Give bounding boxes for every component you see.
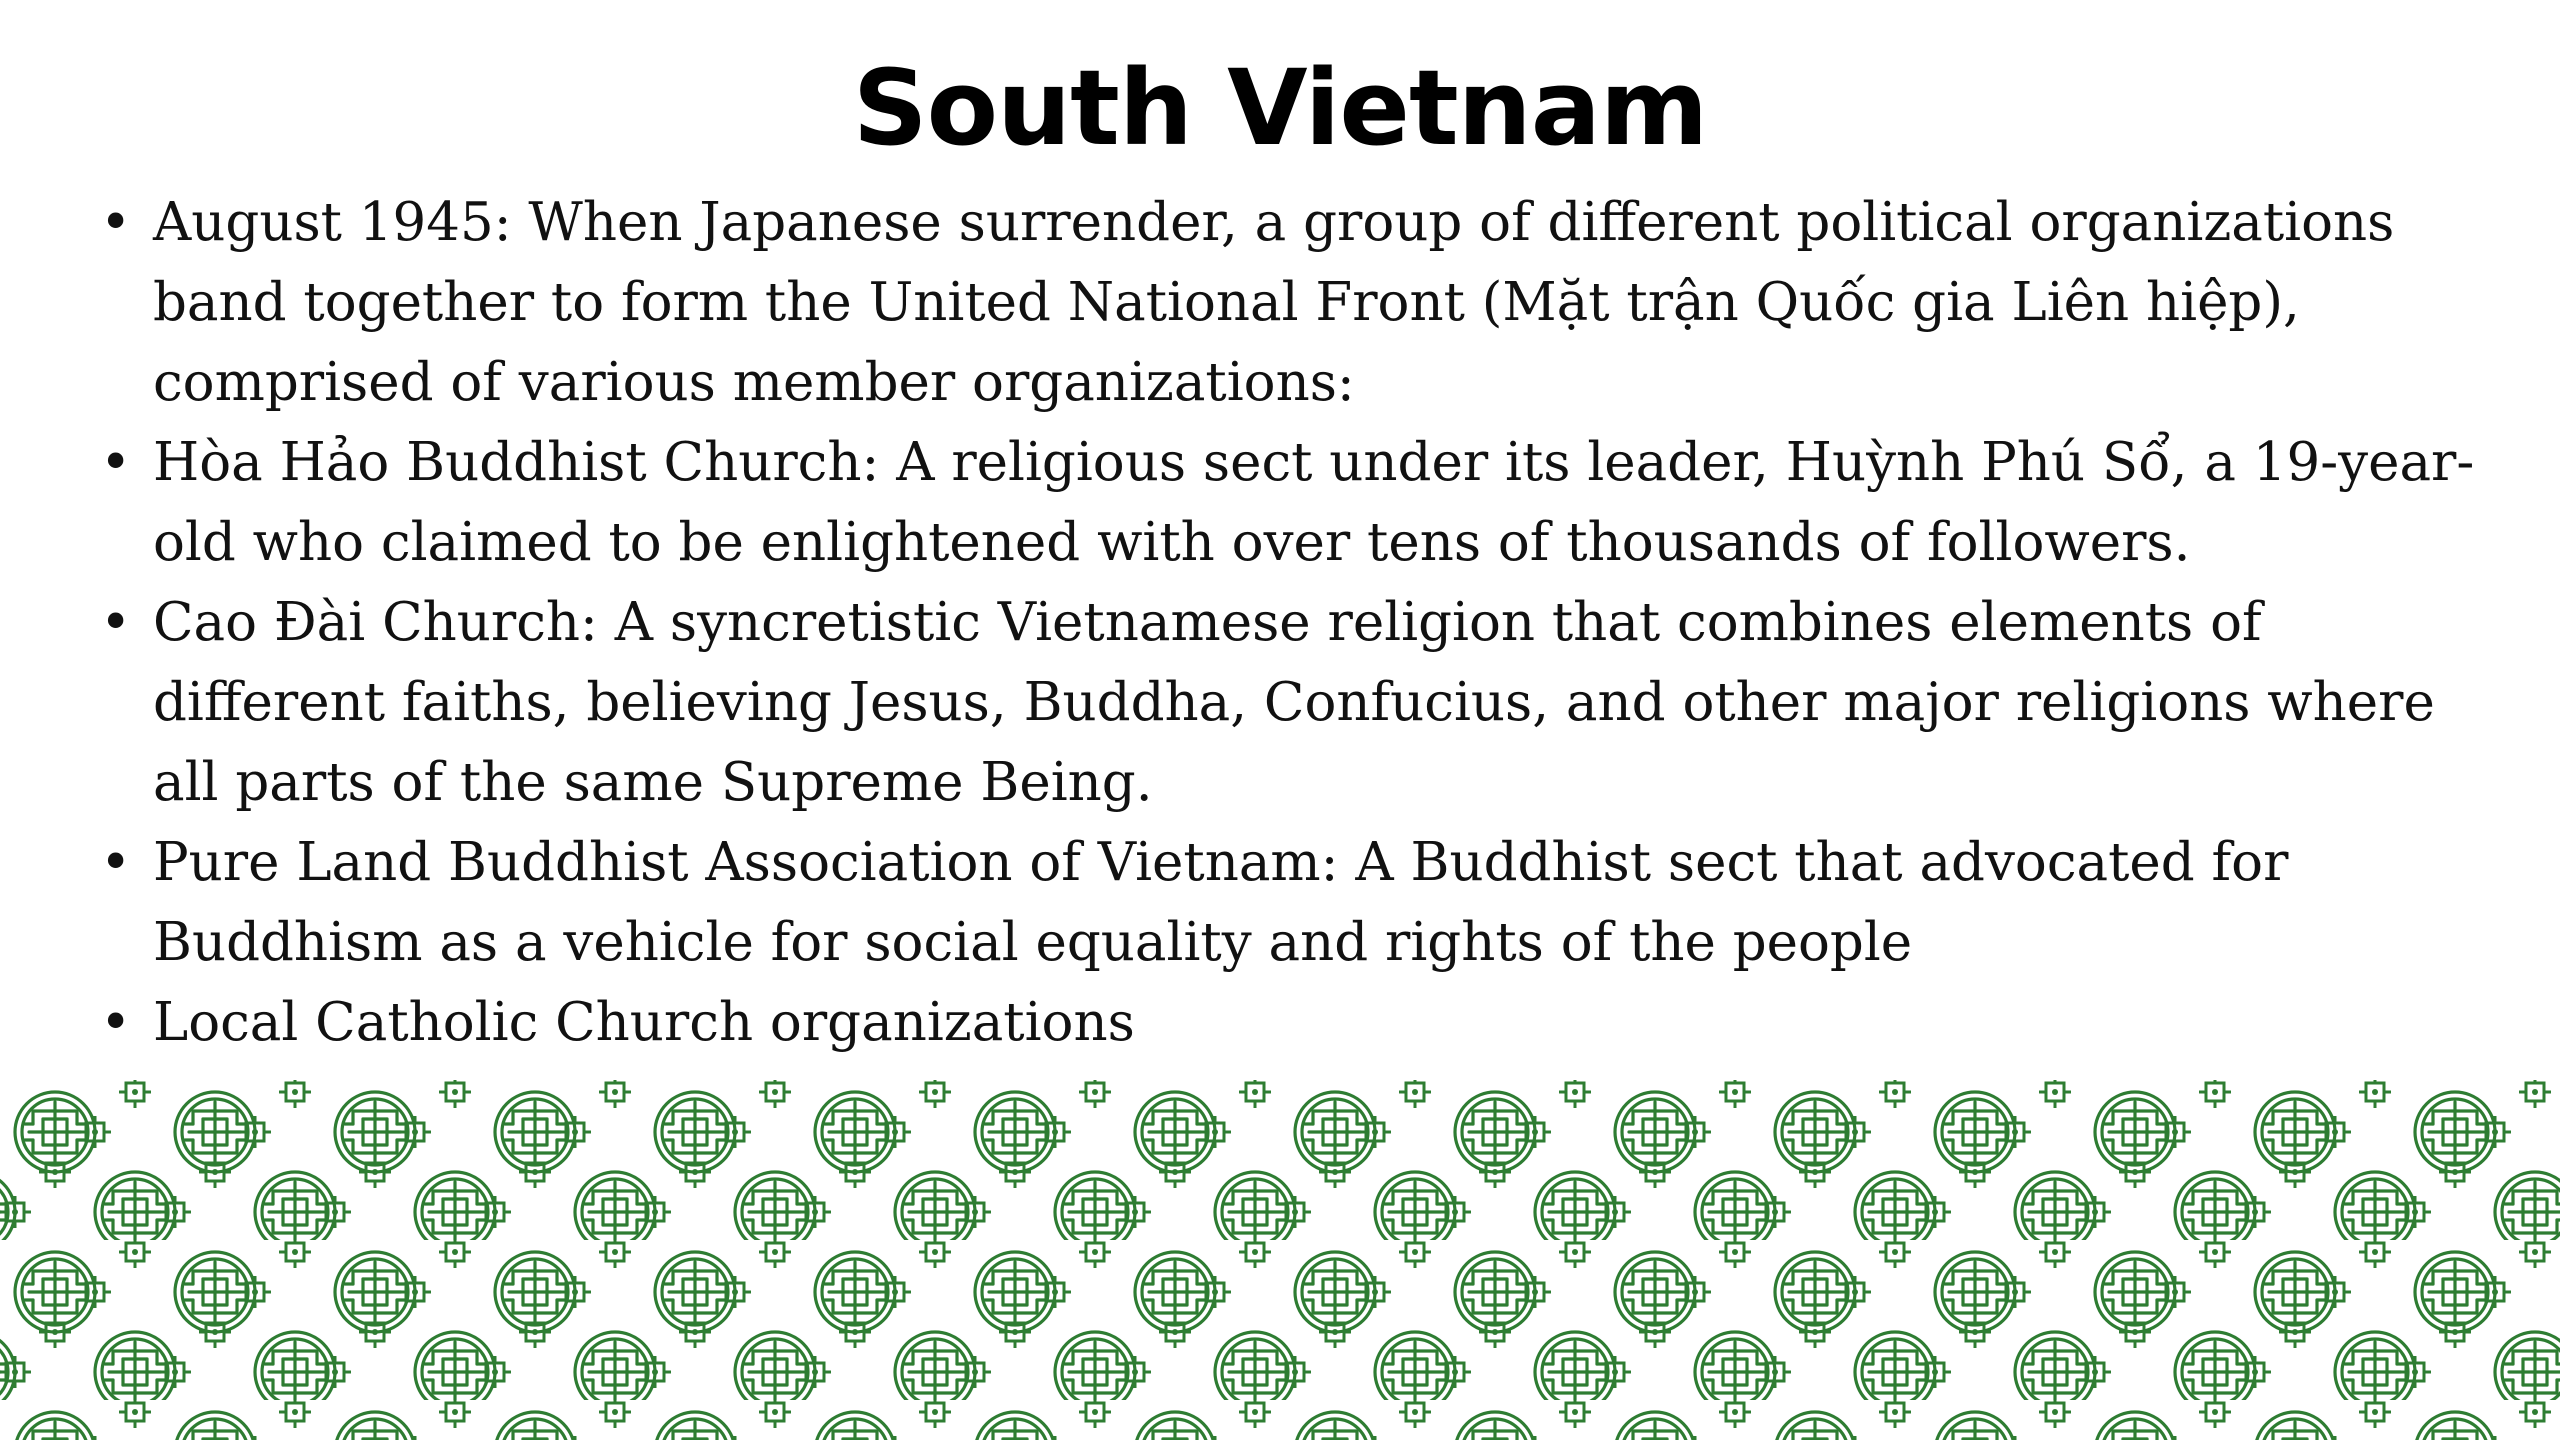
bullet-icon: • bbox=[100, 592, 132, 653]
bullet-icon: • bbox=[100, 992, 132, 1053]
bullet-text: August 1945: When Japanese surrender, a group of different political organizations band together to form the United National Front (Mặt trận Quốc gia Liên hiệp), comprised of various member organizations: bbox=[153, 192, 2395, 413]
bullet-icon: • bbox=[100, 192, 132, 253]
bullet-list bbox=[100, 183, 2500, 1063]
bullet-text: Cao Đài Church: A syncretistic Vietnamese religion that combines elements of different faiths, believing Jesus, Buddha, Confucius, and other major religions where all parts of the same Supreme Being. bbox=[153, 592, 2435, 813]
bullet-item bbox=[100, 423, 2500, 583]
bullet-text: Local Catholic Church organizations bbox=[153, 992, 1135, 1053]
slide-title: South Vietnam bbox=[852, 47, 1708, 169]
bullet-text: Pure Land Buddhist Association of Vietnam: A Buddhist sect that advocated for Buddhism as a vehicle for social equality and rights of the people bbox=[153, 832, 2289, 973]
bullet-item bbox=[100, 823, 2500, 983]
decorative-pattern-band bbox=[0, 1080, 2560, 1440]
bullet-icon: • bbox=[100, 832, 132, 893]
bullet-item bbox=[100, 583, 2500, 823]
bullet-item bbox=[100, 983, 2500, 1063]
bullet-icon: • bbox=[100, 432, 132, 493]
bullet-item bbox=[100, 183, 2500, 423]
bullet-text: Hòa Hảo Buddhist Church: A religious sect under its leader, Huỳnh Phú Sổ, a 19-year-old who claimed to be enlightened with over tens of thousands of followers. bbox=[153, 432, 2475, 573]
